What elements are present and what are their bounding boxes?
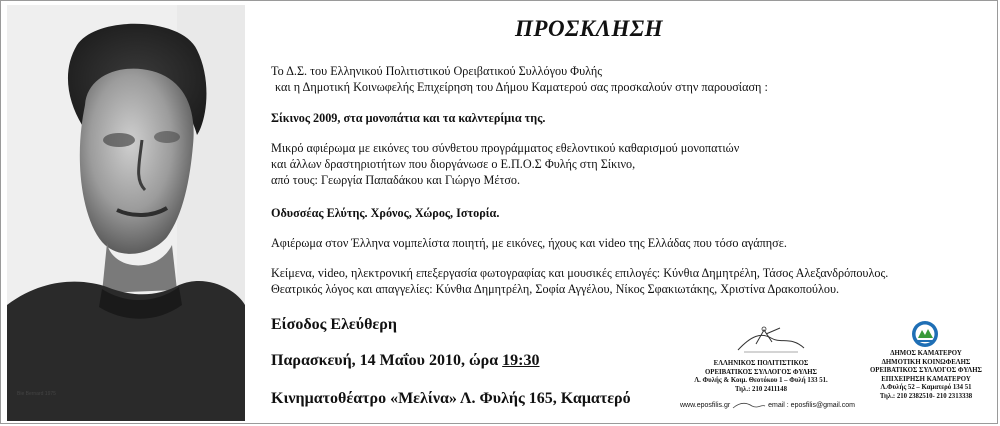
event2-line: Αφιέρωμα στον Έλληνα νομπελίστα ποιητή, με εικόνες, ήχους και video της Ελλάδας που τόσο αγάπησε. — [271, 236, 787, 250]
org2-info — [860, 350, 992, 402]
org1-website-link[interactable]: www.eposfilis.gr — [680, 401, 731, 409]
event-date-text: Παρασκευή, 14 Μαΐου 2010, ώρα — [271, 352, 503, 369]
event1-line-3: από τους: Γεωργία Παπαδάκου και Γιώργο Μέτσο. — [271, 173, 521, 187]
org1-line-2: ΟΡΕΙΒΑΤΙΚΟΣ ΣΥΛΛΟΓΟΣ ΦΥΛΗΣ — [705, 368, 817, 376]
org1-line-3: Λ. Φυλής & Κοιμ. Θεοτόκου 1 – Φυλή 133 51. — [694, 377, 828, 385]
hiking-club-logo-icon — [736, 324, 806, 354]
org2-line-2: ΔΗΜΟΤΙΚΗ ΚΟΙΝΩΦΕΛΗΣ — [881, 358, 971, 366]
org1-info — [676, 360, 846, 394]
page-title: ΠΡΟΣΚΛΗΣΗ — [515, 16, 663, 41]
intro-line-2: και η Δημοτική Κοινωφελής Επιχείρηση του Δήμου Καματερού σας προσκαλούν στην παρουσίαση : — [275, 80, 768, 94]
credits-line-2: Θεατρικός λόγος και απαγγελίες: Κύνθια Δημητρέλη, Σοφία Αγγέλου, Νίκος Σφακιωτάκης, Χριστίνα Δρακοπούλου. — [271, 282, 840, 296]
org1-line-1: ΕΛΛΗΝΙΚΟΣ ΠΟΛΙΤΙΣΤΙΚΟΣ — [713, 360, 809, 367]
org1-email-label: email : — [768, 401, 789, 409]
event1-heading: Σίκινος 2009, στα μονοπάτια και τα καλντερίμια της. — [271, 111, 546, 125]
portrait-photo — [7, 5, 245, 421]
org2-line-5: Λ.Φυλής 52 – Καματερό 134 51 — [880, 384, 972, 392]
org2-line-6: Τηλ.: 210 2382510- 210 2313338 — [879, 392, 973, 400]
event-time: 19:30 — [502, 352, 540, 369]
org2-line-4: ΕΠΙΧΕΙΡΗΣΗ ΚΑΜΑΤΕΡΟΥ — [881, 375, 971, 383]
photo-credit: Bie Bernard 1975 — [17, 391, 56, 397]
municipality-seal-icon — [910, 318, 940, 350]
event-venue: Κινηματοθέατρο «Μελίνα» Λ. Φυλής 165, Καματερό — [271, 390, 631, 407]
org1-email-link[interactable]: eposfilis@gmail.com — [790, 401, 855, 409]
org2-line-3: ΟΡΕΙΒΑΤΙΚΟΣ ΣΥΛΛΟΓΟΣ ΦΥΛΗΣ — [870, 367, 982, 375]
org2-line-1: ΔΗΜΟΣ ΚΑΜΑΤΕΡΟΥ — [890, 350, 962, 357]
free-entry: Είσοδος Ελεύθερη — [271, 316, 397, 333]
org1-line-4: Τηλ.: 210 2411148 — [735, 385, 787, 393]
org1-contact — [680, 400, 855, 410]
mini-logo-icon — [732, 400, 766, 410]
event1-line-2: και άλλων δραστηριοτήτων που διοργάνωσε ο Ε.Π.Ο.Σ Φυλής στη Σίκινο, — [271, 157, 636, 171]
portrait-drawing — [7, 5, 245, 421]
credits-line-1: Κείμενα, video, ηλεκτρονική επεξεργασία φωτογραφίας και μουσικές επιλογές: Κύνθια Δημητρέλη, Τάσος Αλεξανδρόπουλος. — [271, 266, 889, 280]
intro-line-1: Το Δ.Σ. του Ελληνικού Πολιτιστικού Ορειβατικού Συλλόγου Φυλής — [271, 64, 603, 78]
event2-heading: Οδυσσέας Ελύτης. Χρόνος, Χώρος, Ιστορία. — [271, 206, 500, 220]
event-date — [271, 352, 540, 370]
event1-line-1: Μικρό αφιέρωμα με εικόνες του σύνθετου προγράμματος εθελοντικού καθαρισμού μονοπατιών — [271, 141, 740, 155]
